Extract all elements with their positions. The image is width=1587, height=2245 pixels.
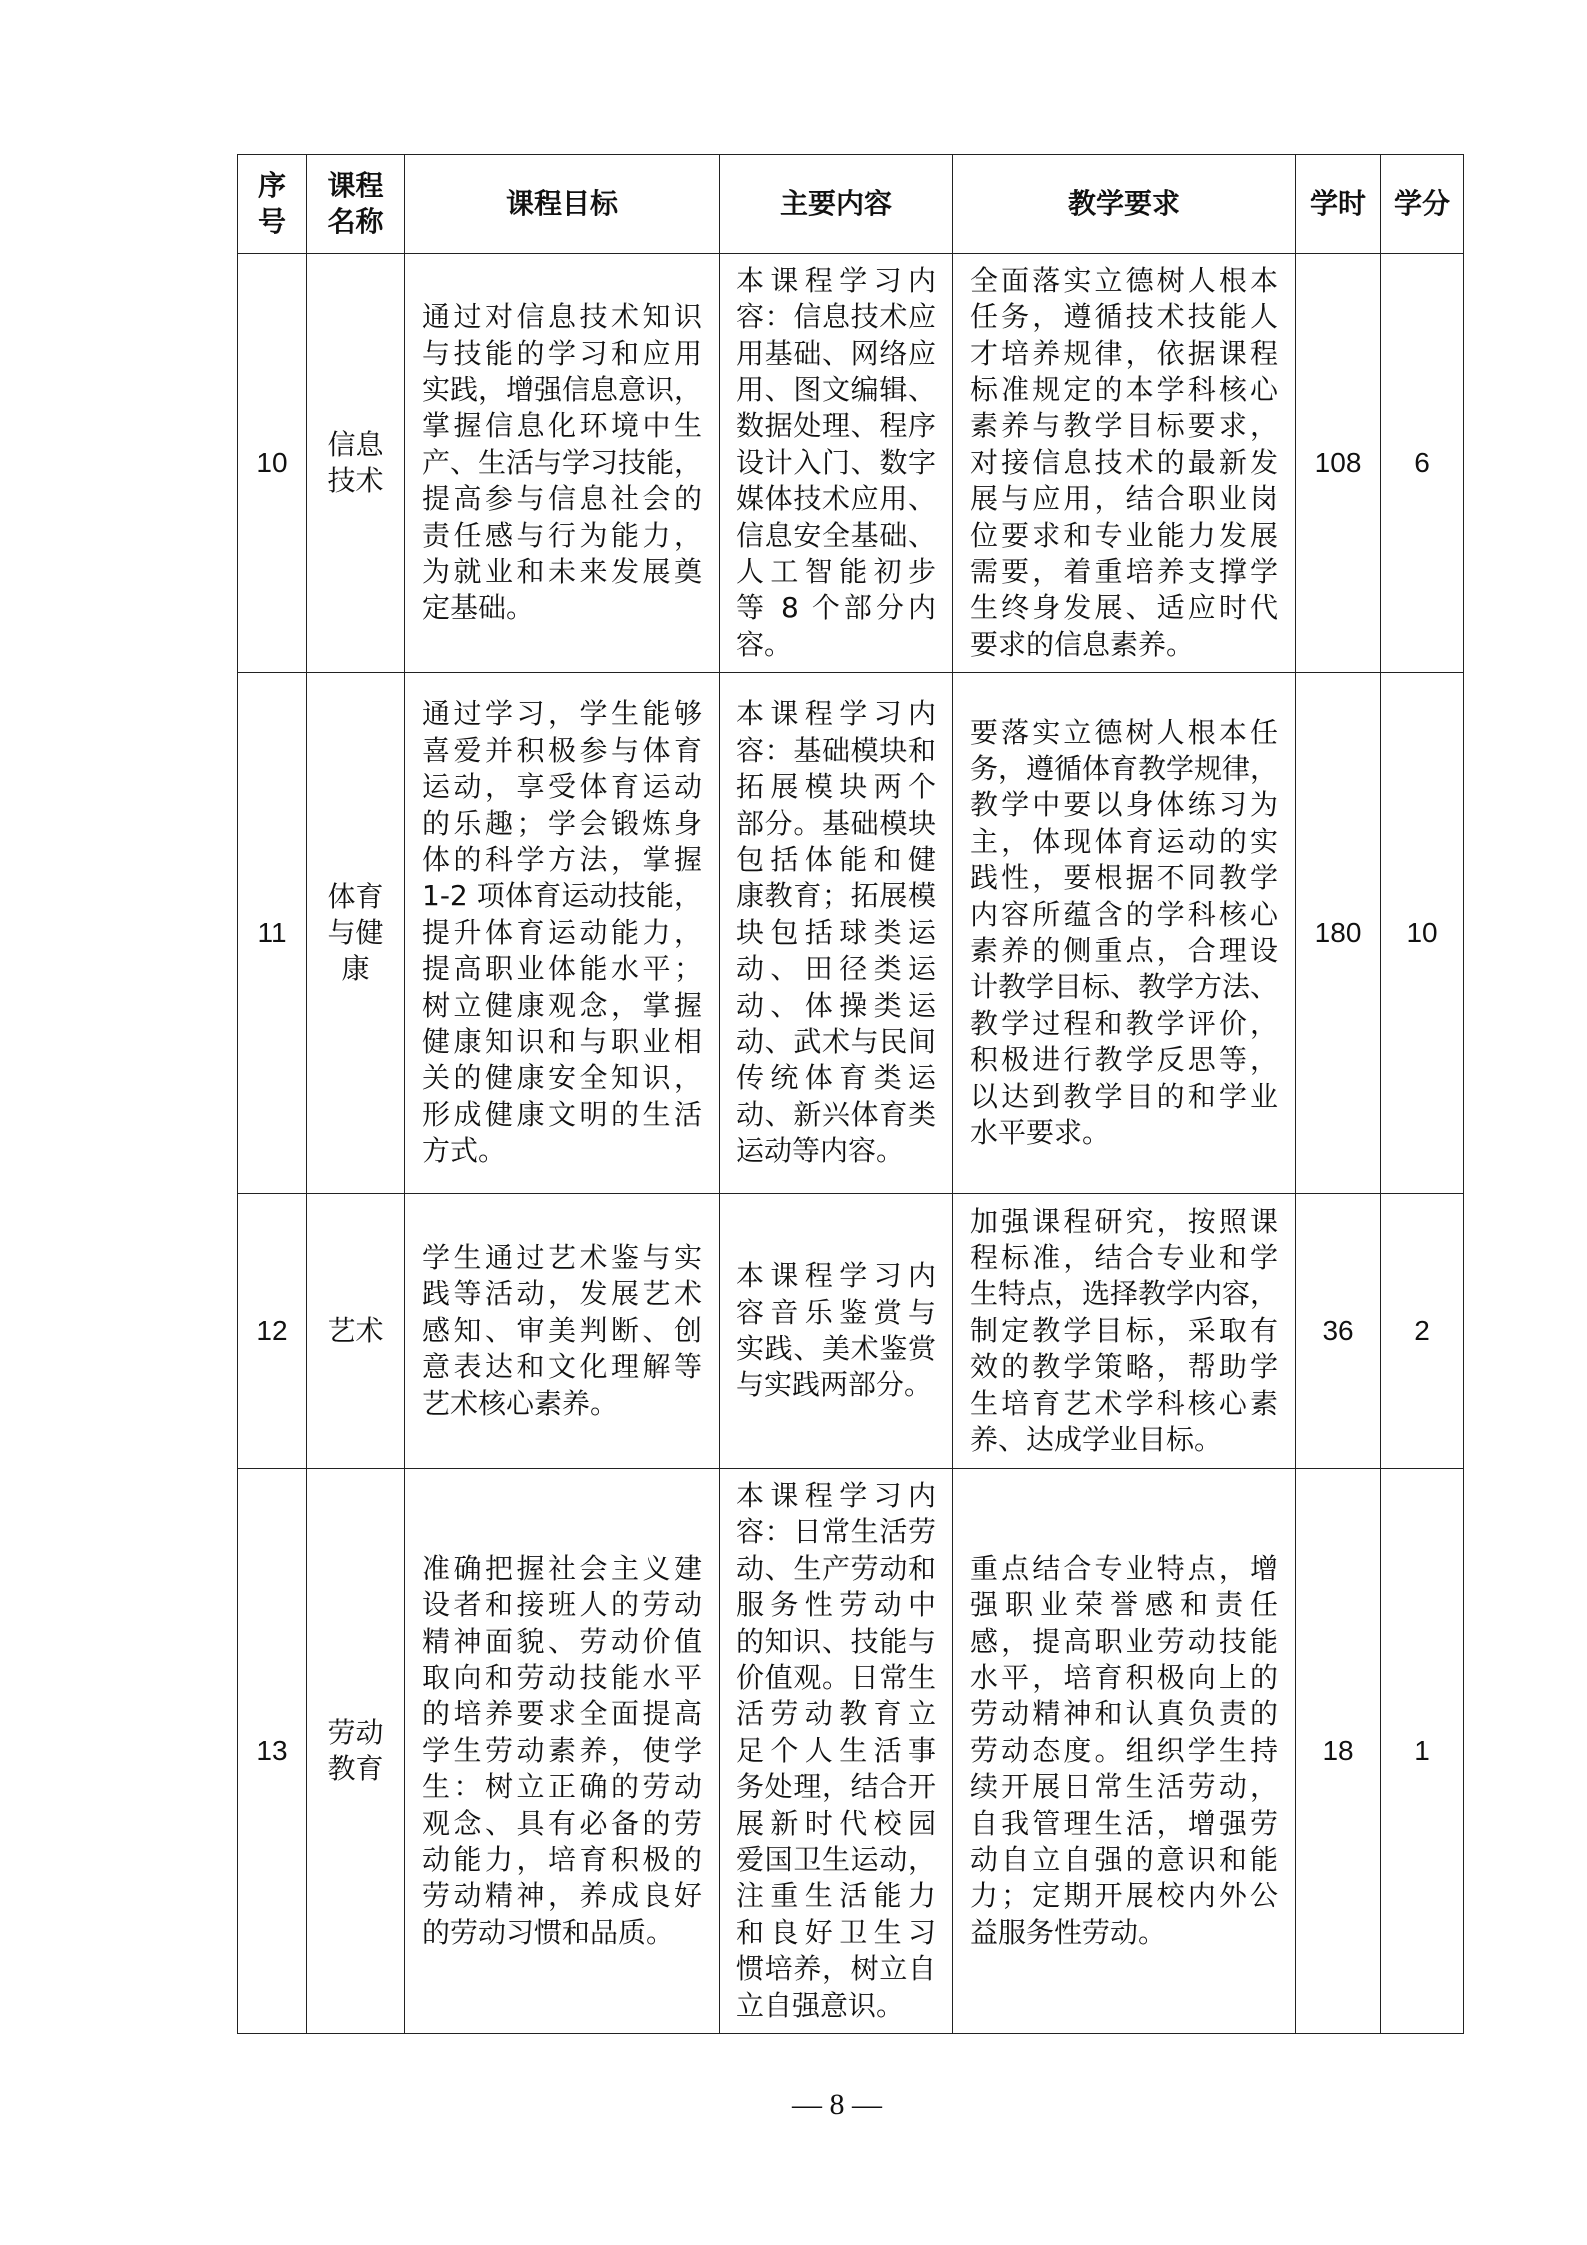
cell-content-text xyxy=(720,696,952,1169)
table-row xyxy=(238,673,1464,1194)
cell-requirement xyxy=(953,254,1296,673)
text-line: 动能力，培育积极的 xyxy=(422,1843,703,1877)
text-line: 的劳动习惯和品质。 xyxy=(422,1915,675,1949)
text-line: 劳动精神和认真负责的 xyxy=(970,1697,1279,1731)
text-line: 感知、审美判断、创 xyxy=(422,1313,703,1347)
cell-index: 12 xyxy=(238,1194,307,1469)
cell-requirement xyxy=(953,1469,1296,2034)
header-name-line: 课程 xyxy=(327,169,384,202)
cell-index: 10 xyxy=(238,254,307,673)
text-line: 提升体育运动能力， xyxy=(422,915,703,949)
text-line: 通过学习，学生能够 xyxy=(422,697,703,731)
text-line: 计教学目标、教学方法、 xyxy=(970,970,1279,1004)
cell-hours: 36 xyxy=(1296,1194,1381,1469)
text-line: 实践，增强信息意识， xyxy=(422,372,703,406)
text-line: 价值观。日常生 xyxy=(736,1660,937,1694)
header-name-line: 名称 xyxy=(327,205,384,238)
cell-credits: 10 xyxy=(1381,673,1464,1194)
cell-goal-text xyxy=(405,1240,719,1422)
text-line: 展与应用，结合职业岗 xyxy=(970,482,1279,516)
text-line: 掌握信息化环境中生 xyxy=(422,409,703,443)
header-name xyxy=(307,155,405,254)
text-line: 通过对信息技术知识 xyxy=(422,300,703,334)
course-name-line: 信息 xyxy=(327,428,384,461)
cell-goal-text xyxy=(405,1551,719,1951)
header-content: 主要内容 xyxy=(720,155,953,254)
text-line: 动、新兴体育类 xyxy=(736,1097,937,1131)
cell-index: 13 xyxy=(238,1469,307,2034)
text-line: 为就业和未来发展奠 xyxy=(422,555,703,589)
text-line: 传统体育类运 xyxy=(736,1061,937,1095)
text-line: 全面落实立德树人根本 xyxy=(970,263,1279,297)
cell-course-name xyxy=(307,1469,405,2034)
text-line: 要求的信息素养。 xyxy=(970,627,1195,661)
text-line: 准确把握社会主义建 xyxy=(422,1551,703,1585)
text-line: 动、体操类运 xyxy=(736,988,937,1022)
text-line: 与实践两部分。 xyxy=(736,1368,933,1402)
text-line: 动、武术与民间 xyxy=(736,1025,937,1059)
text-line: 以达到教学目的和学业 xyxy=(970,1079,1279,1113)
text-line: 用基础、网络应 xyxy=(736,336,937,370)
text-line: 素养的侧重点，合理设 xyxy=(970,934,1279,967)
cell-hours: 108 xyxy=(1296,254,1381,673)
text-line: 本课程学习内 xyxy=(736,1259,937,1293)
text-line: 位要求和专业能力发展 xyxy=(970,518,1279,552)
text-line: 制定教学目标，采取有 xyxy=(970,1313,1279,1347)
cell-requirement-text xyxy=(953,1204,1295,1459)
text-line: 足个人生活事 xyxy=(736,1733,937,1767)
cell-course-name xyxy=(307,254,405,673)
cell-credits: 6 xyxy=(1381,254,1464,673)
text-line: 块包括球类运 xyxy=(736,915,937,949)
header-index-line: 序 xyxy=(257,169,286,202)
text-line: 教学中要以身体练习为 xyxy=(970,788,1279,822)
text-line: 人工智能初步 xyxy=(736,555,937,589)
text-line: 的培养要求全面提高 xyxy=(422,1697,703,1731)
text-line: 取向和劳动技能水平 xyxy=(422,1660,703,1694)
text-line: 任务，遵循技术技能人 xyxy=(970,300,1279,334)
text-line: 关的健康安全知识， xyxy=(422,1061,703,1095)
text-line: 要落实立德树人根本任 xyxy=(970,715,1279,749)
text-line: 体的科学方法，掌握 xyxy=(422,842,703,876)
text-line: 精神面貌、劳动价值 xyxy=(422,1624,703,1658)
page-number: — 8 — xyxy=(792,2088,882,2121)
text-line: 益服务性劳动。 xyxy=(970,1915,1167,1949)
text-line: 内容所蕴含的学科核心 xyxy=(970,897,1279,931)
text-line: 形成健康文明的生活 xyxy=(422,1097,703,1131)
cell-content-text xyxy=(720,263,952,663)
text-line: 用、图文编辑、 xyxy=(736,372,937,406)
cell-credits: 1 xyxy=(1381,1469,1464,2034)
cell-requirement-text xyxy=(953,1551,1295,1951)
text-line: 动、田径类运 xyxy=(736,952,937,986)
text-line: 素养与教学目标要求， xyxy=(970,409,1279,443)
course-name-line: 康 xyxy=(341,952,370,985)
text-line: 康教育；拓展模 xyxy=(736,879,937,913)
text-line: 自我管理生活，增强劳 xyxy=(970,1806,1279,1840)
cell-index: 11 xyxy=(238,673,307,1194)
text-line: 定基础。 xyxy=(422,591,535,625)
table-row xyxy=(238,1469,1464,2034)
header-index xyxy=(238,155,307,254)
text-line: 运动，享受体育运动 xyxy=(422,770,703,804)
cell-requirement-text xyxy=(953,263,1295,663)
text-line: 信息安全基础、 xyxy=(736,518,937,552)
text-line: 健康知识和与职业相 xyxy=(422,1025,703,1059)
text-line: 践等活动，发展艺术 xyxy=(422,1277,703,1311)
header-requirement: 教学要求 xyxy=(953,155,1296,254)
text-line: 生特点，选择教学内容， xyxy=(970,1277,1279,1311)
text-line: 需要，着重培养支撑学 xyxy=(970,555,1279,589)
course-name-line: 教育 xyxy=(327,1752,384,1785)
text-line: 程标准，结合专业和学 xyxy=(970,1240,1279,1274)
cell-course-name xyxy=(307,673,405,1194)
cell-goal xyxy=(405,1194,720,1469)
text-line: 提高参与信息社会的 xyxy=(422,482,703,516)
text-line: 续开展日常生活劳动， xyxy=(970,1770,1279,1804)
cell-content xyxy=(720,254,953,673)
text-line: 树立健康观念，掌握 xyxy=(422,988,703,1022)
text-line: 方式。 xyxy=(422,1134,507,1168)
cell-content xyxy=(720,1194,953,1469)
text-line: 强职业荣誉感和责任 xyxy=(970,1588,1279,1622)
cell-goal-text xyxy=(405,299,719,627)
text-line: 等 8 个部分内 xyxy=(736,591,937,625)
text-line: 的乐趣；学会锻炼身 xyxy=(422,806,703,840)
text-line: 生培育艺术学科核心素 xyxy=(970,1386,1279,1420)
text-line: 1-2 项体育运动技能， xyxy=(422,879,703,913)
text-line: 动、生产劳动和 xyxy=(736,1551,937,1585)
text-line: 本课程学习内 xyxy=(736,263,937,297)
cell-hours: 18 xyxy=(1296,1469,1381,2034)
text-line: 对接信息技术的最新发 xyxy=(970,445,1279,479)
text-line: 学生通过艺术鉴与实 xyxy=(422,1240,703,1274)
text-line: 包括体能和健 xyxy=(736,842,937,876)
text-line: 本课程学习内 xyxy=(736,1478,937,1512)
text-line: 加强课程研究，按照课 xyxy=(970,1204,1279,1238)
cell-course-name xyxy=(307,1194,405,1469)
text-line: 服务性劳动中 xyxy=(736,1588,937,1622)
text-line: 本课程学习内 xyxy=(736,697,937,731)
text-line: 水平要求。 xyxy=(970,1116,1111,1150)
text-line: 生终身发展、适应时代 xyxy=(970,591,1279,625)
course-table xyxy=(237,154,1464,2034)
text-line: 与技能的学习和应用 xyxy=(422,336,703,370)
text-line: 践性，要根据不同教学 xyxy=(970,861,1279,895)
text-line: 艺术核心素养。 xyxy=(422,1386,619,1420)
text-line: 产、生活与学习技能， xyxy=(422,445,703,479)
text-line: 容音乐鉴赏与 xyxy=(736,1295,937,1329)
text-line: 感，提高职业劳动技能 xyxy=(970,1624,1279,1658)
table-row xyxy=(238,254,1464,673)
text-line: 注重生活能力 xyxy=(736,1879,937,1913)
text-line: 动自立自强的意识和能 xyxy=(970,1843,1279,1877)
cell-goal xyxy=(405,673,720,1194)
text-line: 和良好卫生习 xyxy=(736,1915,937,1949)
text-line: 劳动精神，养成良好 xyxy=(422,1879,703,1913)
text-line: 展新时代校园 xyxy=(736,1806,937,1840)
cell-content xyxy=(720,1469,953,2034)
cell-goal xyxy=(405,1469,720,2034)
text-line: 立自强意识。 xyxy=(736,1988,905,2022)
cell-credits: 2 xyxy=(1381,1194,1464,1469)
text-line: 设者和接班人的劳动 xyxy=(422,1588,703,1622)
text-line: 生：树立正确的劳动 xyxy=(422,1770,703,1804)
text-line: 爱国卫生运动， xyxy=(736,1843,937,1877)
cell-goal xyxy=(405,254,720,673)
course-name-line: 与健 xyxy=(327,916,384,949)
cell-requirement-text xyxy=(953,715,1295,1152)
header-credits: 学分 xyxy=(1381,155,1464,254)
text-line: 主，体现体育运动的实 xyxy=(970,824,1279,858)
text-line: 实践、美术鉴赏 xyxy=(736,1332,937,1365)
cell-goal-text xyxy=(405,696,719,1169)
cell-requirement xyxy=(953,673,1296,1194)
text-line: 提高职业体能水平； xyxy=(422,952,703,986)
header-hours: 学时 xyxy=(1296,155,1381,254)
text-line: 部分。基础模块 xyxy=(736,806,937,840)
text-line: 喜爱并积极参与体育 xyxy=(422,733,703,767)
text-line: 水平，培育积极向上的 xyxy=(970,1660,1279,1694)
text-line: 容。 xyxy=(736,627,793,661)
text-line: 数据处理、程序 xyxy=(736,409,937,443)
text-line: 媒体技术应用、 xyxy=(736,482,937,516)
text-line: 容：基础模块和 xyxy=(736,733,937,767)
text-line: 惯培养，树立自 xyxy=(736,1952,937,1986)
text-line: 容：信息技术应 xyxy=(736,300,937,334)
course-name-line: 技术 xyxy=(327,464,384,497)
text-line: 设计入门、数字 xyxy=(736,445,937,479)
text-line: 学生劳动素养，使学 xyxy=(422,1733,703,1767)
cell-content xyxy=(720,673,953,1194)
header-row xyxy=(238,155,1464,254)
text-line: 教学过程和教学评价， xyxy=(970,1006,1279,1040)
text-line: 责任感与行为能力， xyxy=(422,518,703,552)
text-line: 观念、具有必备的劳 xyxy=(422,1806,703,1840)
text-line: 标准规定的本学科核心 xyxy=(970,372,1279,406)
course-name-line: 体育 xyxy=(327,880,384,913)
text-line: 容：日常生活劳 xyxy=(736,1515,937,1549)
text-line: 积极进行教学反思等， xyxy=(970,1043,1279,1077)
cell-content-text xyxy=(720,1478,952,2024)
course-name-line: 艺术 xyxy=(327,1314,384,1347)
text-line: 拓展模块两个 xyxy=(736,770,937,804)
text-line: 运动等内容。 xyxy=(736,1134,905,1168)
cell-requirement xyxy=(953,1194,1296,1469)
text-line: 意表达和文化理解等 xyxy=(422,1350,703,1384)
text-line: 务，遵循体育教学规律， xyxy=(970,751,1279,785)
header-goal: 课程目标 xyxy=(405,155,720,254)
text-line: 务处理，结合开 xyxy=(736,1770,937,1804)
text-line: 的知识、技能与 xyxy=(736,1624,937,1658)
text-line: 重点结合专业特点，增 xyxy=(970,1551,1279,1585)
text-line: 活劳动教育立 xyxy=(736,1697,937,1731)
text-line: 才培养规律，依据课程 xyxy=(970,336,1279,370)
text-line: 力；定期开展校内外公 xyxy=(970,1879,1279,1913)
text-line: 劳动态度。组织学生持 xyxy=(970,1733,1279,1767)
header-index-line: 号 xyxy=(257,205,286,238)
cell-hours: 180 xyxy=(1296,673,1381,1194)
text-line: 养、达成学业目标。 xyxy=(970,1423,1223,1457)
course-name-line: 劳动 xyxy=(327,1716,384,1749)
cell-content-text xyxy=(720,1258,952,1404)
table-row xyxy=(238,1194,1464,1469)
text-line: 效的教学策略，帮助学 xyxy=(970,1350,1279,1384)
